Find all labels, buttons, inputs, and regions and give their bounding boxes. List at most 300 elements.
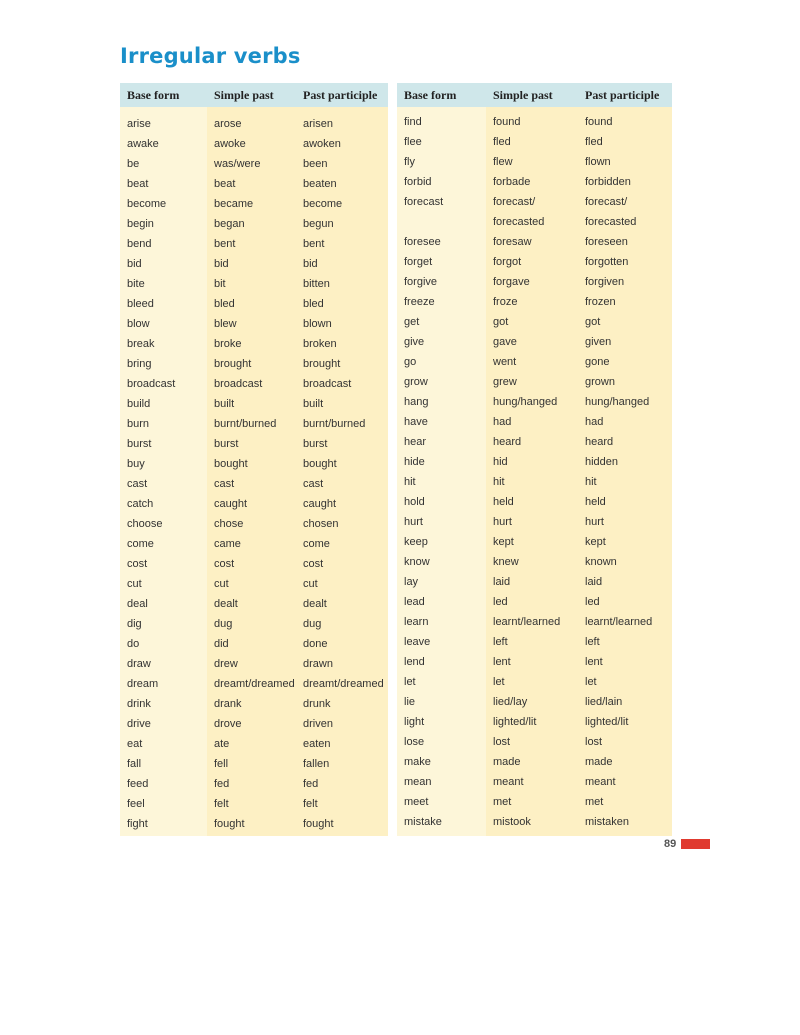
verb-row — [120, 314, 388, 334]
base-form-cell: burn — [127, 418, 150, 430]
verb-row — [120, 194, 388, 214]
simple-past-cell: dreamt/dreamed — [207, 674, 296, 694]
base-form-cell: hear — [404, 436, 427, 448]
simple-past-cell: led — [486, 592, 578, 612]
simple-past-cell: fled — [486, 132, 578, 152]
verb-row — [120, 334, 388, 354]
past-participle-cell: bought — [296, 454, 388, 474]
simple-past-cell: foresaw — [486, 232, 578, 252]
past-participle-cell: felt — [296, 794, 388, 814]
simple-past-cell: came — [207, 534, 296, 554]
base-form-cell: fight — [127, 818, 148, 830]
simple-past-cell: went — [486, 352, 578, 372]
past-participle-cell: led — [578, 592, 672, 612]
past-participle-cell: burnt/burned — [296, 414, 388, 434]
verb-row — [120, 274, 388, 294]
base-form-cell: fly — [404, 156, 415, 168]
verb-row — [397, 312, 672, 332]
verb-row — [397, 332, 672, 352]
simple-past-cell: was/were — [207, 154, 296, 174]
verb-row — [120, 754, 388, 774]
simple-past-cell: met — [486, 792, 578, 812]
simple-past-cell: forecasted — [486, 212, 578, 232]
simple-past-cell: flew — [486, 152, 578, 172]
verb-row — [397, 392, 672, 412]
base-form-cell: let — [404, 676, 416, 688]
base-form-cell: forecast — [404, 196, 444, 208]
base-form-cell: learn — [404, 616, 429, 628]
verb-row — [397, 452, 672, 472]
simple-past-cell: hid — [486, 452, 578, 472]
simple-past-cell: broke — [207, 334, 296, 354]
simple-past-cell: chose — [207, 514, 296, 534]
verb-row — [120, 214, 388, 234]
base-form-cell: lose — [404, 736, 425, 748]
past-participle-cell: beaten — [296, 174, 388, 194]
simple-past-cell: bid — [207, 254, 296, 274]
simple-past-cell: bought — [207, 454, 296, 474]
verb-row — [397, 232, 672, 252]
past-participle-cell: meant — [578, 772, 672, 792]
verb-row — [397, 152, 672, 172]
verb-row — [397, 652, 672, 672]
past-participle-cell: held — [578, 492, 672, 512]
simple-past-cell: knew — [486, 552, 578, 572]
past-participle-cell: fed — [296, 774, 388, 794]
base-form-cell: hurt — [404, 516, 423, 528]
base-form-cell: cast — [127, 478, 148, 490]
past-participle-cell: bitten — [296, 274, 388, 294]
past-participle-cell: dug — [296, 614, 388, 634]
past-participle-cell: forgiven — [578, 272, 672, 292]
verb-row — [397, 412, 672, 432]
past-participle-cell: hung/hanged — [578, 392, 672, 412]
past-participle-cell: met — [578, 792, 672, 812]
past-participle-cell: lied/lain — [578, 692, 672, 712]
verb-row — [397, 692, 672, 712]
verb-row — [120, 594, 388, 614]
past-participle-cell: blown — [296, 314, 388, 334]
verb-row — [120, 794, 388, 814]
verb-row — [397, 107, 672, 132]
base-form-cell: begin — [127, 218, 154, 230]
simple-past-cell: held — [486, 492, 578, 512]
base-form-cell: buy — [127, 458, 145, 470]
simple-past-cell: fed — [207, 774, 296, 794]
simple-past-cell: dug — [207, 614, 296, 634]
base-form-cell: dream — [127, 678, 159, 690]
verb-row — [397, 512, 672, 532]
base-form-cell: burst — [127, 438, 152, 450]
simple-past-cell: did — [207, 634, 296, 654]
past-participle-cell: frozen — [578, 292, 672, 312]
verb-row — [120, 294, 388, 314]
verb-row — [397, 492, 672, 512]
verb-row — [397, 732, 672, 752]
simple-past-cell: burst — [207, 434, 296, 454]
verb-row — [397, 812, 672, 836]
base-form-cell: lay — [404, 576, 419, 588]
verb-table-right — [397, 83, 672, 836]
base-form-cell: be — [127, 158, 140, 170]
past-participle-cell: awoken — [296, 134, 388, 154]
past-participle-cell: cut — [296, 574, 388, 594]
simple-past-cell: meant — [486, 772, 578, 792]
verb-row — [120, 234, 388, 254]
base-form-cell: choose — [127, 518, 163, 530]
simple-past-cell: made — [486, 752, 578, 772]
verb-row — [397, 472, 672, 492]
page-title: Irregular verbs — [120, 44, 301, 68]
base-form-cell: bite — [127, 278, 145, 290]
simple-past-cell: awoke — [207, 134, 296, 154]
verb-row — [397, 712, 672, 732]
verb-row — [120, 474, 388, 494]
base-form-cell: cost — [127, 558, 148, 570]
base-form-cell: arise — [127, 118, 151, 130]
verb-row — [120, 674, 388, 694]
simple-past-cell: let — [486, 672, 578, 692]
verb-row — [397, 172, 672, 192]
verb-table-left — [120, 83, 388, 836]
simple-past-cell: brought — [207, 354, 296, 374]
past-participle-cell: broken — [296, 334, 388, 354]
simple-past-cell: lost — [486, 732, 578, 752]
simple-past-cell: arose — [207, 107, 296, 134]
past-participle-cell: learnt/learned — [578, 612, 672, 632]
base-form-cell: have — [404, 416, 428, 428]
verb-row — [397, 752, 672, 772]
header-past-participle: Past participle — [578, 83, 672, 107]
past-participle-cell: fallen — [296, 754, 388, 774]
simple-past-cell: forgave — [486, 272, 578, 292]
simple-past-cell: bit — [207, 274, 296, 294]
verb-row — [397, 252, 672, 272]
verb-row — [120, 634, 388, 654]
base-form-cell: draw — [127, 658, 151, 670]
past-participle-cell: had — [578, 412, 672, 432]
base-form-cell: feed — [127, 778, 149, 790]
past-participle-cell: gone — [578, 352, 672, 372]
base-form-cell: bend — [127, 238, 152, 250]
base-form-cell: leave — [404, 636, 431, 648]
verb-row — [120, 174, 388, 194]
verb-row — [397, 212, 672, 232]
base-form-cell: get — [404, 316, 420, 328]
base-form-cell: become — [127, 198, 167, 210]
base-form-cell: hit — [404, 476, 416, 488]
simple-past-cell: lent — [486, 652, 578, 672]
base-form-cell: broadcast — [127, 378, 176, 390]
header-simple-past: Simple past — [207, 83, 296, 107]
simple-past-cell: drove — [207, 714, 296, 734]
verb-row — [120, 614, 388, 634]
past-participle-cell: kept — [578, 532, 672, 552]
base-form-cell: know — [404, 556, 430, 568]
past-participle-cell: fought — [296, 814, 388, 836]
simple-past-cell: grew — [486, 372, 578, 392]
past-participle-cell: hit — [578, 472, 672, 492]
table-header-row — [120, 83, 388, 107]
verb-row — [120, 414, 388, 434]
simple-past-cell: bent — [207, 234, 296, 254]
base-form-cell: keep — [404, 536, 428, 548]
past-participle-cell: driven — [296, 714, 388, 734]
verb-row — [120, 154, 388, 174]
simple-past-cell: bled — [207, 294, 296, 314]
base-form-cell: cut — [127, 578, 142, 590]
header-past-participle: Past participle — [296, 83, 388, 107]
base-form-cell: bid — [127, 258, 142, 270]
simple-past-cell: caught — [207, 494, 296, 514]
verb-row — [120, 394, 388, 414]
verb-row — [120, 254, 388, 274]
past-participle-cell: forgotten — [578, 252, 672, 272]
simple-past-cell: blew — [207, 314, 296, 334]
base-form-cell: hang — [404, 396, 429, 408]
simple-past-cell: laid — [486, 572, 578, 592]
base-form-cell: beat — [127, 178, 149, 190]
verb-row — [120, 774, 388, 794]
past-participle-cell: dreamt/dreamed — [296, 674, 388, 694]
base-form-cell: light — [404, 716, 425, 728]
base-form-cell: lend — [404, 656, 425, 668]
simple-past-cell: learnt/learned — [486, 612, 578, 632]
verb-row — [120, 494, 388, 514]
base-form-cell: lie — [404, 696, 416, 708]
verb-row — [397, 592, 672, 612]
verb-row — [397, 192, 672, 212]
past-participle-cell: bent — [296, 234, 388, 254]
past-participle-cell: fled — [578, 132, 672, 152]
verb-row — [120, 374, 388, 394]
verb-row — [120, 107, 388, 134]
table-header-row — [397, 83, 672, 107]
verb-row — [120, 454, 388, 474]
simple-past-cell: lied/lay — [486, 692, 578, 712]
base-form-cell: do — [127, 638, 140, 650]
base-form-cell: blow — [127, 318, 150, 330]
verb-row — [120, 654, 388, 674]
past-participle-cell: made — [578, 752, 672, 772]
past-participle-cell: flown — [578, 152, 672, 172]
past-participle-cell: drunk — [296, 694, 388, 714]
past-participle-cell: bid — [296, 254, 388, 274]
simple-past-cell: lighted/lit — [486, 712, 578, 732]
base-form-cell: mean — [404, 776, 432, 788]
past-participle-cell: begun — [296, 214, 388, 234]
past-participle-cell: lighted/lit — [578, 712, 672, 732]
verb-row — [120, 734, 388, 754]
simple-past-cell: kept — [486, 532, 578, 552]
verb-row — [120, 534, 388, 554]
base-form-cell: break — [127, 338, 155, 350]
past-participle-cell: brought — [296, 354, 388, 374]
verb-row — [120, 714, 388, 734]
base-form-cell: grow — [404, 376, 428, 388]
past-participle-cell: become — [296, 194, 388, 214]
past-participle-cell: burst — [296, 434, 388, 454]
past-participle-cell: caught — [296, 494, 388, 514]
simple-past-cell: burnt/burned — [207, 414, 296, 434]
simple-past-cell: drew — [207, 654, 296, 674]
base-form-cell: meet — [404, 796, 429, 808]
past-participle-cell: cast — [296, 474, 388, 494]
verb-row — [120, 134, 388, 154]
verb-row — [397, 632, 672, 652]
simple-past-cell: ate — [207, 734, 296, 754]
base-form-cell: bleed — [127, 298, 154, 310]
base-form-cell: forbid — [404, 176, 432, 188]
simple-past-cell: forbade — [486, 172, 578, 192]
past-participle-cell: mistaken — [578, 812, 672, 836]
past-participle-cell: found — [578, 107, 672, 132]
verb-row — [120, 434, 388, 454]
past-participle-cell: grown — [578, 372, 672, 392]
base-form-cell: go — [404, 356, 417, 368]
simple-past-cell: began — [207, 214, 296, 234]
past-participle-cell: forecasted — [578, 212, 672, 232]
simple-past-cell: cost — [207, 554, 296, 574]
simple-past-cell: hung/hanged — [486, 392, 578, 412]
base-form-cell: awake — [127, 138, 159, 150]
verb-row — [397, 792, 672, 812]
header-simple-past: Simple past — [486, 83, 578, 107]
simple-past-cell: dealt — [207, 594, 296, 614]
simple-past-cell: got — [486, 312, 578, 332]
verb-row — [120, 574, 388, 594]
simple-past-cell: froze — [486, 292, 578, 312]
base-form-cell: foresee — [404, 236, 441, 248]
simple-past-cell: cast — [207, 474, 296, 494]
verb-row — [397, 372, 672, 392]
verb-row — [397, 552, 672, 572]
simple-past-cell: heard — [486, 432, 578, 452]
verb-row — [397, 292, 672, 312]
verb-row — [397, 432, 672, 452]
base-form-cell: build — [127, 398, 151, 410]
past-participle-cell: dealt — [296, 594, 388, 614]
base-form-cell: give — [404, 336, 425, 348]
past-participle-cell: hurt — [578, 512, 672, 532]
past-participle-cell: forecast/ — [578, 192, 672, 212]
past-participle-cell: got — [578, 312, 672, 332]
past-participle-cell: lost — [578, 732, 672, 752]
base-form-cell: find — [404, 116, 422, 128]
simple-past-cell: beat — [207, 174, 296, 194]
base-form-cell: come — [127, 538, 154, 550]
past-participle-cell: arisen — [296, 107, 388, 134]
base-form-cell: dig — [127, 618, 142, 630]
page-number: 89 — [664, 838, 677, 850]
base-form-cell: hide — [404, 456, 425, 468]
base-form-cell: fall — [127, 758, 142, 770]
base-form-cell: feel — [127, 798, 145, 810]
past-participle-cell: hidden — [578, 452, 672, 472]
past-participle-cell: lent — [578, 652, 672, 672]
verb-row — [120, 554, 388, 574]
verb-row — [120, 814, 388, 836]
verb-row — [397, 272, 672, 292]
base-form-cell: drive — [127, 718, 151, 730]
simple-past-cell: fell — [207, 754, 296, 774]
past-participle-cell: let — [578, 672, 672, 692]
past-participle-cell: chosen — [296, 514, 388, 534]
simple-past-cell: became — [207, 194, 296, 214]
past-participle-cell: bled — [296, 294, 388, 314]
base-form-cell: flee — [404, 136, 422, 148]
past-participle-cell: given — [578, 332, 672, 352]
simple-past-cell: left — [486, 632, 578, 652]
header-base-form: Base form — [120, 83, 207, 107]
base-form-cell: make — [404, 756, 431, 768]
past-participle-cell: heard — [578, 432, 672, 452]
base-form-cell: hold — [404, 496, 425, 508]
verb-row — [397, 352, 672, 372]
past-participle-cell: forbidden — [578, 172, 672, 192]
simple-past-cell: mistook — [486, 812, 578, 836]
past-participle-cell: left — [578, 632, 672, 652]
base-form-cell: freeze — [404, 296, 435, 308]
past-participle-cell: foreseen — [578, 232, 672, 252]
verb-row — [397, 672, 672, 692]
simple-past-cell: found — [486, 107, 578, 132]
verb-row — [397, 572, 672, 592]
past-participle-cell: known — [578, 552, 672, 572]
base-form-cell: lead — [404, 596, 425, 608]
simple-past-cell: forecast/ — [486, 192, 578, 212]
past-participle-cell: laid — [578, 572, 672, 592]
simple-past-cell: had — [486, 412, 578, 432]
verb-row — [120, 694, 388, 714]
simple-past-cell: fought — [207, 814, 296, 836]
simple-past-cell: forgot — [486, 252, 578, 272]
past-participle-cell: broadcast — [296, 374, 388, 394]
base-form-cell: eat — [127, 738, 143, 750]
verb-row — [397, 772, 672, 792]
past-participle-cell: been — [296, 154, 388, 174]
past-participle-cell: cost — [296, 554, 388, 574]
past-participle-cell: done — [296, 634, 388, 654]
base-form-cell: deal — [127, 598, 148, 610]
simple-past-cell: hurt — [486, 512, 578, 532]
past-participle-cell: come — [296, 534, 388, 554]
past-participle-cell: drawn — [296, 654, 388, 674]
verb-row — [120, 514, 388, 534]
simple-past-cell: built — [207, 394, 296, 414]
base-form-cell — [397, 212, 486, 232]
base-form-cell: drink — [127, 698, 151, 710]
simple-past-cell: drank — [207, 694, 296, 714]
simple-past-cell: cut — [207, 574, 296, 594]
verb-row — [120, 354, 388, 374]
simple-past-cell: hit — [486, 472, 578, 492]
page-accent-bar — [681, 839, 710, 849]
simple-past-cell: gave — [486, 332, 578, 352]
past-participle-cell: built — [296, 394, 388, 414]
simple-past-cell: broadcast — [207, 374, 296, 394]
base-form-cell: mistake — [404, 816, 442, 828]
verb-row — [397, 132, 672, 152]
simple-past-cell: felt — [207, 794, 296, 814]
base-form-cell: catch — [127, 498, 154, 510]
header-base-form: Base form — [397, 83, 486, 107]
base-form-cell: forget — [404, 256, 433, 268]
verb-row — [397, 612, 672, 632]
past-participle-cell: eaten — [296, 734, 388, 754]
verb-row — [397, 532, 672, 552]
base-form-cell: forgive — [404, 276, 438, 288]
